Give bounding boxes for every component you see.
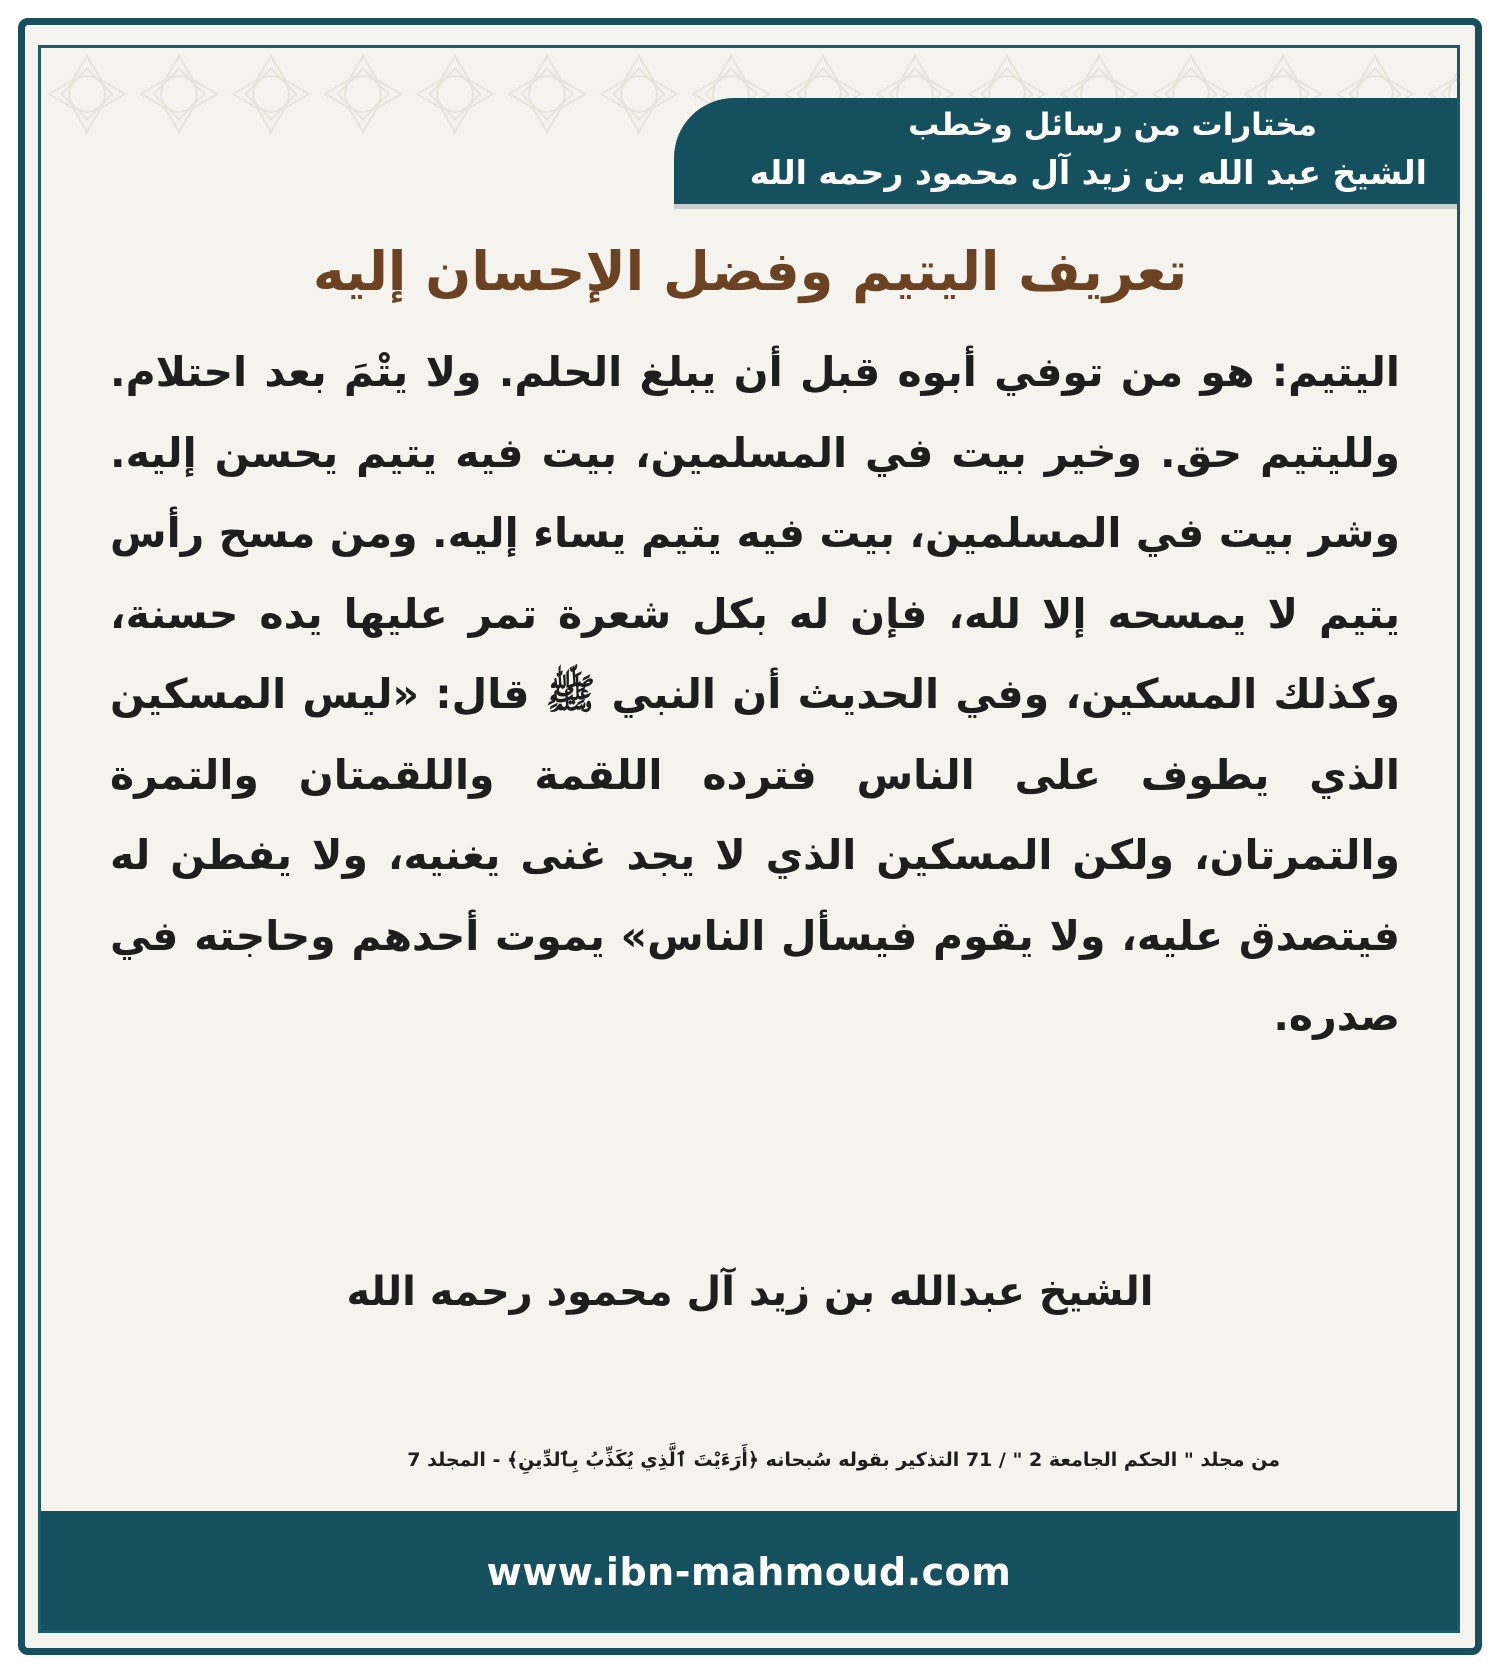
source-citation: من مجلد " الحكم الجامعة 2 " / 71 التذكير بقوله سُبحانه ﴿أَرَءَيْتَ ٱلَّذِي يُكَذِّبُ بِٱلدِّينِ﴾ - المجلد 7 [407,1449,1280,1471]
header-banner [674,98,1457,204]
page-title: تعريف اليتيم وفضل الإحسان إليه [312,240,1188,303]
header-author: الشيخ عبد الله بن زيد آل محمود رحمه الله [749,153,1427,192]
article-body: اليتيم: هو من توفي أبوه قبل أن يبلغ الحلم. ولا يتْمَ بعد احتلام. ولليتيم حق. وخير بيت في المسلمين، بيت فيه يتيم يحسن إليه. وشر بيت في المسلمين، بيت فيه يتيم يساء إليه. ومن مسح رأس يتيم لا يمسحه إلا لله، فإن له بكل شعرة تمر عليها يده حسنة، وكذلك المسكين، وفي الحديث أن النبي ﷺ قال: «ليس المسكين الذي يطوف على الناس فترده اللقمة واللقمتان والتمرة والتمرتان، ولكن المسكين الذي لا يجد غنى يغنيه، ولا يفطن له فيتصدق عليه، ولا يقوم فيسأل الناس» يموت أحدهم وحاجته في صدره. [110,348,1400,1040]
website-link[interactable]: www.ibn-mahmoud.com [486,1549,1012,1594]
header-subtitle: مختارات من رسائل وخطب [908,107,1317,143]
author-signature: الشيخ عبدالله بن زيد آل محمود رحمه الله [346,1269,1154,1315]
footer-bar [41,1511,1457,1630]
